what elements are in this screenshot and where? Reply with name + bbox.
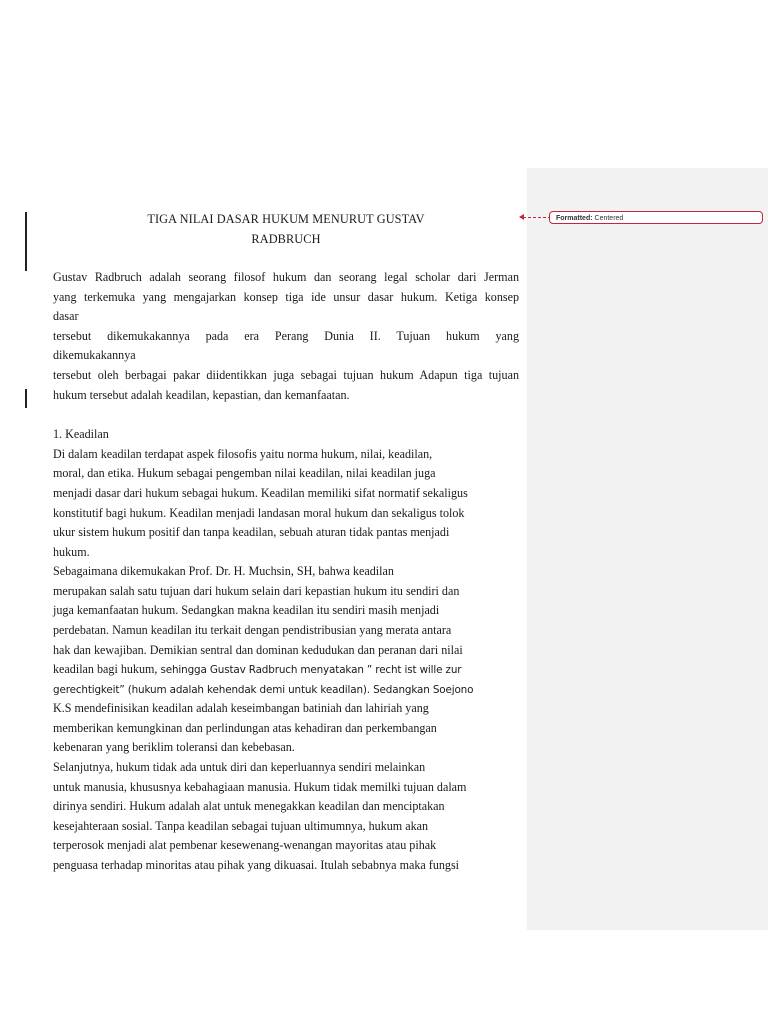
paragraph-line: merupakan salah satu tujuan dari hukum selain dari kepastian hukum itu sendiri dan: [53, 584, 460, 598]
paragraph-line: tersebut dikemukakannya pada era Perang Dunia II. Tujuan hukum yang: [53, 329, 519, 343]
change-bar: [25, 212, 27, 271]
text-run-alt-font: gerechtigkeit” (hukum adalah kehendak demi untuk keadilan). Sedangkan Soejono: [53, 684, 474, 696]
paragraph-line: K.S mendefinisikan keadilan adalah keseimbangan batiniah dan lahiriah yang: [53, 701, 429, 715]
paragraph-line: menjadi dasar dari hukum sebagai hukum. Keadilan memiliki sifat normatif sekaligus: [53, 486, 468, 500]
paragraph-line: moral, dan etika. Hukum sebagai pengemban nilai keadilan, nilai keadilan juga: [53, 466, 436, 480]
paragraph-line: konstitutif bagi hukum. Keadilan menjadi landasan moral hukum dan sekaligus tolok: [53, 506, 465, 520]
paragraph-line: tersebut oleh berbagai pakar diidentikkan juga sebagai tujuan hukum Adapun tiga tujuan: [53, 368, 519, 382]
change-bar: [25, 389, 27, 408]
paragraph-line: hak dan kewajiban. Demikian sentral dan dominan kedudukan dan peranan dari nilai: [53, 643, 463, 657]
paragraph-line: dikemukakannya: [53, 348, 136, 362]
paragraph-line: Sebagaimana dikemukakan Prof. Dr. H. Muchsin, SH, bahwa keadilan: [53, 564, 394, 578]
text-run-alt-font: sehingga Gustav Radbruch menyatakan ” recht ist wille zur: [160, 664, 462, 676]
document-title-line-2: RADBRUCH: [251, 232, 321, 246]
paragraph-line: kesejahteraan sosial. Tanpa keadilan sebagai tujuan ultimumnya, hukum akan: [53, 819, 429, 833]
comment-anchor-arrow: [519, 214, 524, 220]
paragraph-line: untuk manusia, khususnya kebahagiaan manusia. Hukum tidak memilki tujuan dalam: [53, 780, 467, 794]
paragraph-line: Selanjutnya, hukum tidak ada untuk diri dan keperluannya sendiri melainkan: [53, 760, 426, 774]
paragraph-line: dirinya sendiri. Hukum adalah alat untuk menegakkan keadilan dan menciptakan: [53, 799, 445, 813]
paragraph-line: juga kemanfaatan hukum. Sedangkan makna keadilan itu sendiri masih menjadi: [53, 603, 440, 617]
comment-connector-line: [523, 217, 551, 218]
paragraph-line: memberikan kemungkinan dan perlindungan atas kehadiran dan perkembangan: [53, 721, 437, 735]
paragraph-line: Gustav Radbruch adalah seorang filosof hukum dan seorang legal scholar dari Jerman: [53, 270, 519, 284]
paragraph-line: penguasa terhadap minoritas atau pihak yang dikuasai. Itulah sebabnya maka fungsi: [53, 858, 460, 872]
formatting-balloon[interactable]: [549, 211, 763, 224]
text-run: keadilan bagi hukum,: [53, 662, 161, 676]
paragraph-line: Di dalam keadilan terdapat aspek filosofis yaitu norma hukum, nilai, keadilan,: [53, 447, 433, 461]
paragraph-line: yang terkemuka yang mengajarkan konsep tiga ide unsur dasar hukum. Ketiga konsep: [53, 290, 519, 304]
paragraph-line: ukur sistem hukum positif dan tanpa keadilan, sebuah aturan tidak pantas menjadi: [53, 525, 450, 539]
section-heading: 1. Keadilan: [53, 427, 109, 441]
balloon-value: Centered: [594, 215, 624, 222]
paragraph-line-mixed-font: [53, 662, 519, 677]
paragraph-line-mixed-font: [53, 682, 519, 697]
comment-margin-pane: [527, 168, 768, 930]
paragraph-line: hukum.: [53, 545, 90, 559]
document-title-line-1: TIGA NILAI DASAR HUKUM MENURUT GUSTAV: [147, 212, 425, 226]
paragraph-line: dasar: [53, 309, 79, 323]
balloon-label: Formatted:: [556, 215, 593, 222]
paragraph-line: kebenaran yang beriklim toleransi dan kebebasan.: [53, 740, 295, 754]
paragraph-line: terperosok menjadi alat pembenar kesewenang-wenangan mayoritas atau pihak: [53, 838, 437, 852]
paragraph-line: perdebatan. Namun keadilan itu terkait dengan pendistribusian yang merata antara: [53, 623, 452, 637]
paragraph-line: hukum tersebut adalah keadilan, kepastian, dan kemanfaatan.: [53, 388, 350, 402]
